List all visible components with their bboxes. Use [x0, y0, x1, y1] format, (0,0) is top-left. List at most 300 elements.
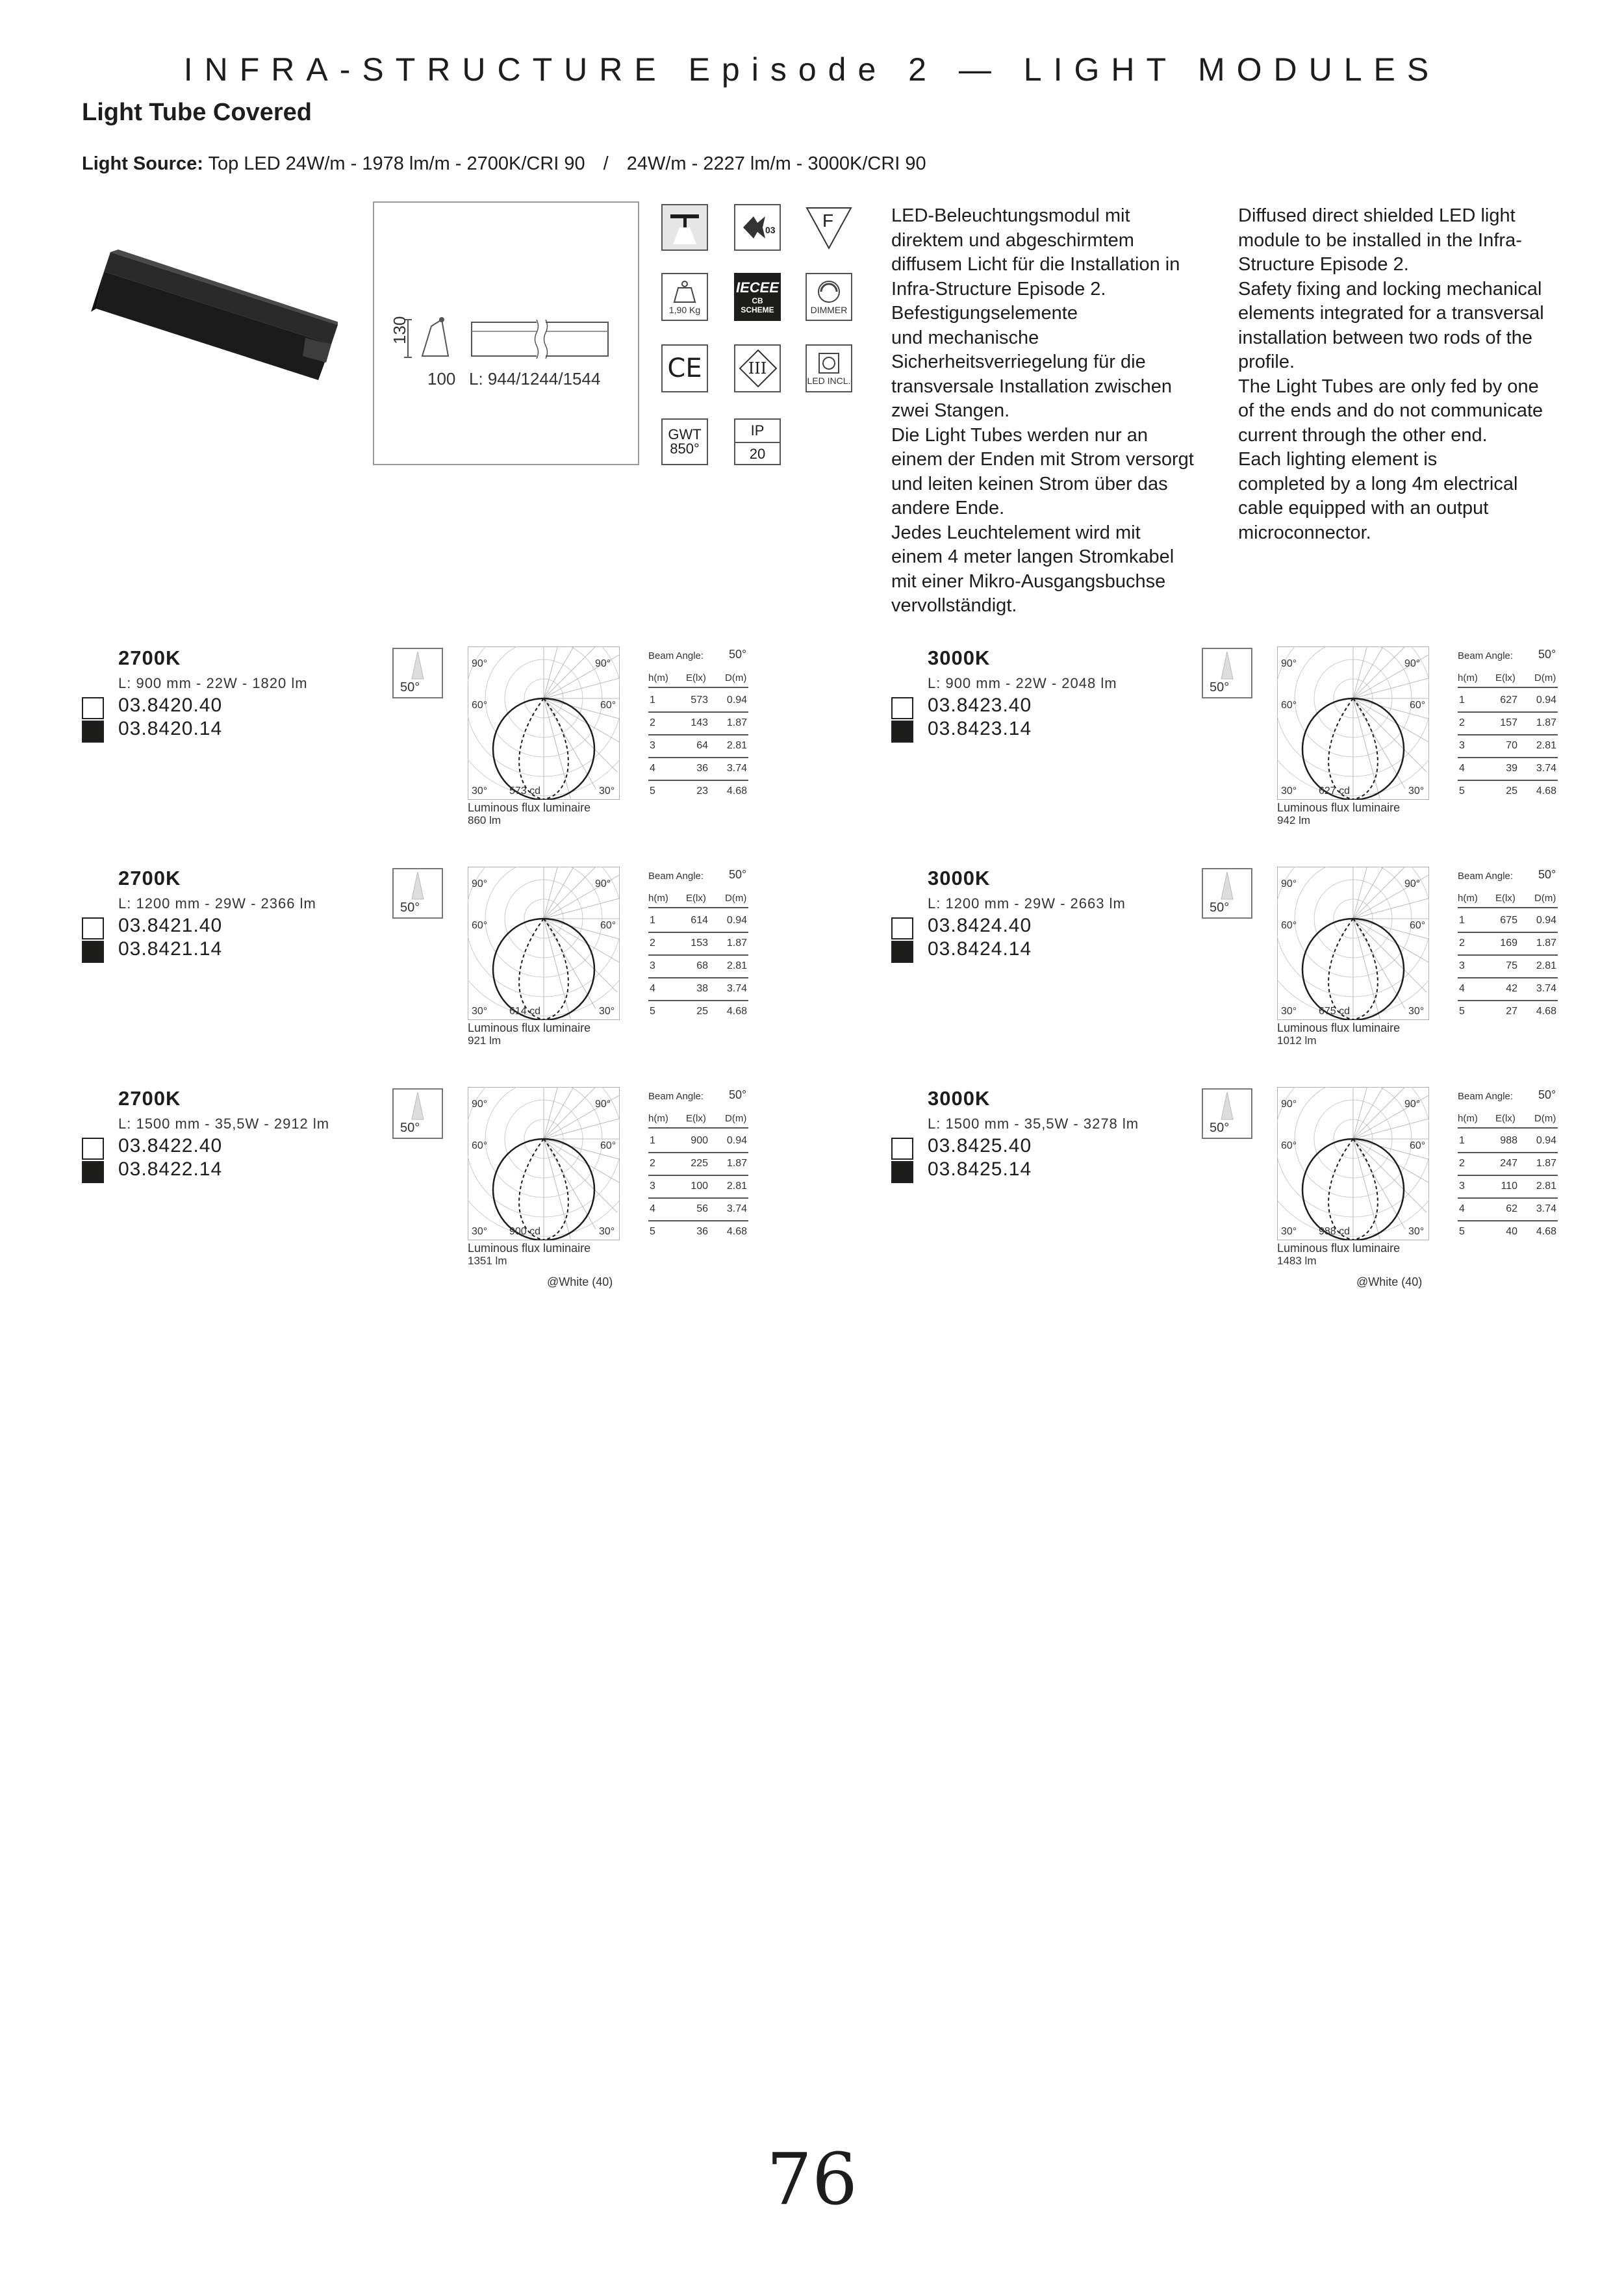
row-illuminance: 75: [1506, 960, 1517, 971]
col-header-illuminance: E(lx): [1495, 1113, 1516, 1124]
beam-angle-value: 50°: [729, 1088, 747, 1101]
iecee-mid: CB: [752, 296, 763, 305]
row-height: 1: [650, 695, 655, 706]
row-height: 2: [1459, 938, 1465, 949]
polar-label-90-right: 90°: [595, 658, 611, 669]
row-illuminance: 153: [691, 938, 708, 949]
dim-height: 130: [390, 316, 409, 344]
col-header-illuminance: E(lx): [1495, 672, 1516, 683]
col-header-illuminance: E(lx): [686, 1113, 706, 1124]
row-height: 2: [650, 1158, 655, 1169]
white-finish-swatch: [82, 917, 104, 939]
product-code-black: 03.8422.14: [118, 1158, 223, 1180]
luminous-flux-label: Luminous flux luminaire: [468, 1021, 591, 1034]
variant-block: [891, 867, 1593, 1075]
variant-spec: L: 1500 mm - 35,5W - 3278 lm: [928, 1116, 1139, 1132]
col-header-diameter: D(m): [725, 1113, 747, 1124]
row-illuminance: 40: [1506, 1226, 1517, 1237]
polar-label-30-right: 30°: [599, 1226, 615, 1237]
row-diameter: 0.94: [726, 695, 747, 706]
beam-icon-angle: 50°: [1210, 1121, 1230, 1135]
white-finish-swatch: [891, 1138, 913, 1160]
polar-label-60-right: 60°: [1410, 1140, 1426, 1151]
polar-label-90-right: 90°: [1404, 658, 1421, 669]
beam-angle-label: Beam Angle:: [648, 650, 704, 661]
illuminance-table: [648, 868, 752, 1024]
row-height: 1: [1459, 1135, 1465, 1146]
color-temp-title: 3000K: [928, 646, 991, 669]
ip-rating-badge: [734, 418, 781, 465]
row-diameter: 2.81: [726, 740, 747, 751]
row-illuminance: 225: [691, 1158, 708, 1169]
gwt-value: 850°: [670, 441, 700, 457]
col-header-height: h(m): [1458, 893, 1478, 904]
luminous-flux-label: Luminous flux luminaire: [468, 801, 591, 814]
description-en-line: The Light Tubes are only fed by one: [1238, 376, 1539, 397]
polar-label-60-left: 60°: [1281, 920, 1297, 931]
row-diameter: 0.94: [1536, 915, 1556, 926]
white-finish-swatch: [891, 697, 913, 719]
row-diameter: 1.87: [1536, 1158, 1556, 1169]
page-number: 76: [767, 2138, 857, 2221]
row-diameter: 0.94: [726, 915, 747, 926]
row-illuminance: 110: [1501, 1181, 1517, 1192]
row-diameter: 3.74: [726, 763, 747, 774]
polar-label-90-left: 90°: [1281, 878, 1297, 889]
variant-spec: L: 1200 mm - 29W - 2366 lm: [118, 895, 316, 912]
product-code-white: 03.8421.40: [118, 915, 223, 936]
luminous-flux-label: Luminous flux luminaire: [1277, 1021, 1401, 1034]
col-header-diameter: D(m): [1534, 893, 1556, 904]
row-illuminance: 573: [691, 695, 708, 706]
row-illuminance: 27: [1506, 1006, 1517, 1017]
row-height: 5: [650, 786, 655, 797]
description-de-line: zwei Stangen.: [891, 400, 1010, 421]
ip-label: IP: [735, 420, 780, 443]
polar-label-30-left: 30°: [472, 1006, 488, 1017]
color-temp-title: 2700K: [118, 867, 181, 889]
col-header-height: h(m): [1458, 1113, 1478, 1124]
color-temp-title: 2700K: [118, 646, 181, 669]
black-finish-swatch: [82, 1161, 104, 1183]
row-illuminance: 70: [1506, 740, 1517, 751]
variant-spec: L: 1200 mm - 29W - 2663 lm: [928, 895, 1126, 912]
f-mark-letter: F: [822, 211, 834, 231]
weight-icon: [661, 273, 708, 321]
polar-label-60-right: 60°: [600, 700, 616, 711]
polar-label-90-right: 90°: [1404, 878, 1421, 889]
row-height: 5: [1459, 1226, 1465, 1237]
row-illuminance: 56: [696, 1203, 708, 1214]
col-header-height: h(m): [648, 1113, 668, 1124]
row-illuminance: 627: [1500, 695, 1517, 706]
polar-candela: 900 cd: [509, 1226, 541, 1237]
description-en-line: cable equipped with an output: [1238, 498, 1489, 518]
luminous-flux-value: 860 lm: [468, 814, 501, 826]
row-illuminance: 143: [691, 717, 708, 728]
description-en-line: profile.: [1238, 351, 1295, 372]
row-diameter: 3.74: [726, 983, 747, 994]
description-de-line: einem der Enden mit Strom versorgt: [891, 449, 1194, 470]
white-finish-note: @White (40): [1356, 1275, 1423, 1288]
description-de-line: und mechanische: [891, 327, 1039, 348]
row-illuminance: 100: [691, 1181, 708, 1192]
row-illuminance: 614: [691, 915, 708, 926]
description-de-line: Die Light Tubes werden nur an: [891, 424, 1148, 446]
color-temp-title: 3000K: [928, 867, 991, 889]
polar-candela: 675 cd: [1319, 1006, 1351, 1017]
luminous-flux-value: 1483 lm: [1277, 1255, 1317, 1267]
polar-label-90-left: 90°: [472, 878, 488, 889]
row-diameter: 1.87: [726, 717, 747, 728]
ceiling-mount-icon: [661, 204, 708, 251]
beam-angle-label: Beam Angle:: [1458, 1091, 1514, 1102]
row-height: 4: [650, 763, 655, 774]
row-diameter: 3.74: [1536, 983, 1556, 994]
row-height: 3: [1459, 1181, 1465, 1192]
polar-label-60-right: 60°: [600, 920, 616, 931]
row-illuminance: 39: [1506, 763, 1517, 774]
polar-label-30-right: 30°: [1408, 786, 1425, 797]
class-iii-icon: [734, 344, 781, 392]
polar-candela: 988 cd: [1319, 1226, 1351, 1237]
description-en-line: Diffused direct shielded LED light: [1238, 205, 1516, 226]
black-finish-swatch: [891, 941, 913, 963]
dimmer-icon: [806, 273, 852, 321]
light-source-line: [82, 153, 926, 175]
light-source-spec-3000: 24W/m - 2227 lm/m - 3000K/CRI 90: [626, 153, 926, 174]
col-header-height: h(m): [1458, 672, 1478, 683]
row-diameter: 4.68: [726, 786, 747, 797]
row-height: 2: [1459, 717, 1465, 728]
description-en-line: elements integrated for a transversal: [1238, 303, 1544, 324]
row-illuminance: 36: [696, 1226, 708, 1237]
illuminance-table: [1458, 1088, 1562, 1244]
class-iii-label: III: [748, 359, 767, 377]
description-en-line: Structure Episode 2.: [1238, 254, 1409, 275]
product-code-black: 03.8425.14: [928, 1158, 1032, 1180]
product-code-white: 03.8422.40: [118, 1135, 223, 1156]
polar-label-30-left: 30°: [1281, 1226, 1297, 1237]
description-de-line: Infra-Structure Episode 2.: [891, 278, 1106, 300]
row-height: 1: [650, 915, 655, 926]
polar-label-30-left: 30°: [1281, 1006, 1297, 1017]
row-illuminance: 68: [696, 960, 708, 971]
page-header-title: INFRA-STRUCTURE Episode 2 — LIGHT MODULES: [183, 51, 1441, 88]
ip-value: 20: [749, 446, 766, 462]
row-illuminance: 38: [696, 983, 708, 994]
white-finish-note: @White (40): [547, 1275, 613, 1288]
col-header-illuminance: E(lx): [686, 672, 706, 683]
polar-label-30-right: 30°: [1408, 1006, 1425, 1017]
dimmer-label: DIMMER: [810, 305, 848, 315]
description-en-line: microconnector.: [1238, 522, 1371, 543]
row-height: 3: [650, 740, 655, 751]
row-diameter: 0.94: [1536, 1135, 1556, 1146]
row-diameter: 4.68: [726, 1006, 747, 1017]
row-illuminance: 62: [1506, 1203, 1517, 1214]
row-height: 2: [1459, 1158, 1465, 1169]
led-included-icon: [806, 344, 852, 392]
luminous-flux-value: 921 lm: [468, 1034, 501, 1047]
beam-icon-angle: 50°: [400, 901, 420, 915]
row-height: 4: [650, 983, 655, 994]
row-illuminance: 23: [696, 786, 708, 797]
row-illuminance: 42: [1506, 983, 1517, 994]
enec-number: 03: [765, 225, 776, 235]
description-de-line: Jedes Leuchtelement wird mit: [891, 522, 1141, 543]
row-diameter: 3.74: [1536, 763, 1556, 774]
beam-angle-value: 50°: [729, 648, 747, 661]
description-de-line: direktem und abgeschirmtem: [891, 229, 1134, 251]
col-header-diameter: D(m): [725, 893, 747, 904]
description-en-line: module to be installed in the Infra-: [1238, 229, 1522, 251]
light-source-separator: /: [603, 153, 609, 174]
row-diameter: 0.94: [726, 1135, 747, 1146]
product-code-white: 03.8424.40: [928, 915, 1032, 936]
description-en-line: current through the other end.: [1238, 424, 1488, 446]
black-finish-swatch: [891, 1161, 913, 1183]
dim-width: 100: [427, 369, 456, 389]
product-image: [84, 247, 338, 383]
col-header-height: h(m): [648, 672, 668, 683]
variant-block: [82, 646, 783, 854]
polar-label-60-right: 60°: [600, 1140, 616, 1151]
row-illuminance: 25: [1506, 786, 1517, 797]
beam-icon-angle: 50°: [400, 1121, 420, 1135]
row-diameter: 2.81: [726, 1181, 747, 1192]
luminous-flux-value: 1012 lm: [1277, 1034, 1317, 1047]
row-illuminance: 675: [1500, 915, 1517, 926]
row-illuminance: 157: [1500, 717, 1517, 728]
row-height: 5: [1459, 786, 1465, 797]
polar-label-90-left: 90°: [1281, 658, 1297, 669]
row-diameter: 4.68: [726, 1226, 747, 1237]
polar-label-30-right: 30°: [599, 1006, 615, 1017]
polar-candela: 627 cd: [1319, 786, 1351, 797]
description-de-line: LED-Beleuchtungsmodul mit: [891, 205, 1130, 226]
polar-label-30-right: 30°: [599, 786, 615, 797]
beam-icon-angle: 50°: [1210, 901, 1230, 915]
row-illuminance: 64: [696, 740, 708, 751]
enec-icon: [734, 204, 781, 251]
col-header-diameter: D(m): [1534, 1113, 1556, 1124]
row-illuminance: 25: [696, 1006, 708, 1017]
luminous-flux-value: 1351 lm: [468, 1255, 507, 1267]
polar-candela: 573 cd: [509, 786, 541, 797]
product-code-black: 03.8424.14: [928, 938, 1032, 960]
row-diameter: 1.87: [1536, 717, 1556, 728]
description-en-line: completed by a long 4m electrical: [1238, 473, 1518, 494]
row-diameter: 2.81: [1536, 740, 1556, 751]
row-height: 3: [650, 1181, 655, 1192]
row-diameter: 4.68: [1536, 1226, 1556, 1237]
row-height: 5: [1459, 1006, 1465, 1017]
description-de-line: diffusem Licht für die Installation in: [891, 254, 1180, 275]
iecee-cb-icon: [734, 273, 781, 321]
row-diameter: 3.74: [1536, 1203, 1556, 1214]
product-code-white: 03.8420.40: [118, 695, 223, 716]
variant-spec: L: 900 mm - 22W - 1820 lm: [118, 675, 308, 691]
black-finish-swatch: [82, 941, 104, 963]
product-code-white: 03.8425.40: [928, 1135, 1032, 1156]
polar-label-30-left: 30°: [472, 1226, 488, 1237]
row-height: 4: [1459, 763, 1465, 774]
row-diameter: 1.87: [726, 938, 747, 949]
white-finish-swatch: [82, 1138, 104, 1160]
row-height: 5: [650, 1226, 655, 1237]
row-diameter: 0.94: [1536, 695, 1556, 706]
row-height: 1: [1459, 915, 1465, 926]
description-de-line: Befestigungselemente: [891, 303, 1078, 324]
product-code-black: 03.8421.14: [118, 938, 223, 960]
description-de-line: Sicherheitsverriegelung für die: [891, 351, 1146, 372]
description-en-line: installation between two rods of the: [1238, 327, 1532, 348]
polar-candela: 614 cd: [509, 1006, 541, 1017]
beam-icon-angle: 50°: [1210, 680, 1230, 695]
row-illuminance: 900: [691, 1135, 708, 1146]
luminous-flux-value: 942 lm: [1277, 814, 1311, 826]
polar-label-60-left: 60°: [472, 1140, 488, 1151]
iecee-top: IECEE: [735, 279, 780, 296]
polar-label-60-left: 60°: [472, 700, 488, 711]
description-de-line: andere Ende.: [891, 498, 1005, 518]
row-diameter: 1.87: [1536, 938, 1556, 949]
black-finish-swatch: [891, 721, 913, 743]
description-en-line: Each lighting element is: [1238, 449, 1438, 470]
led-included-label: LED INCL.: [807, 376, 851, 386]
illuminance-table: [1458, 868, 1562, 1024]
color-temp-title: 3000K: [928, 1087, 991, 1110]
beam-angle-value: 50°: [729, 868, 747, 881]
dim-lengths: L: 944/1244/1544: [469, 369, 601, 389]
beam-angle-value: 50°: [1538, 868, 1556, 881]
description-de-line: vervollständigt.: [891, 595, 1017, 616]
row-diameter: 2.81: [1536, 960, 1556, 971]
beam-angle-value: 50°: [1538, 1088, 1556, 1101]
variant-spec: L: 900 mm - 22W - 2048 lm: [928, 675, 1117, 691]
dimension-diagram: [374, 203, 638, 464]
row-diameter: 1.87: [726, 1158, 747, 1169]
row-diameter: 4.68: [1536, 1006, 1556, 1017]
description-de-line: einem 4 meter langen Stromkabel: [891, 546, 1174, 567]
polar-label-60-right: 60°: [1410, 700, 1426, 711]
row-height: 4: [1459, 1203, 1465, 1214]
product-title: Light Tube Covered: [82, 99, 312, 126]
light-source-label: Light Source:: [82, 153, 203, 174]
polar-label-30-left: 30°: [472, 786, 488, 797]
row-height: 4: [650, 1203, 655, 1214]
beam-angle-label: Beam Angle:: [648, 871, 704, 882]
row-height: 1: [650, 1135, 655, 1146]
polar-label-90-right: 90°: [1404, 1099, 1421, 1110]
polar-label-60-left: 60°: [472, 920, 488, 931]
col-header-illuminance: E(lx): [1495, 893, 1516, 904]
iecee-bottom: SCHEME: [741, 305, 774, 314]
row-height: 2: [650, 938, 655, 949]
light-source-spec-2700: Top LED 24W/m - 1978 lm/m - 2700K/CRI 90: [208, 153, 585, 174]
description-de-line: mit einer Mikro-Ausgangsbuchse: [891, 570, 1166, 592]
beam-angle-value: 50°: [1538, 648, 1556, 661]
illuminance-table: [648, 1088, 752, 1244]
white-finish-swatch: [82, 697, 104, 719]
polar-label-60-left: 60°: [1281, 700, 1297, 711]
description-de-line: und leiten keinen Strom über das: [891, 473, 1168, 494]
row-height: 5: [650, 1006, 655, 1017]
variant-spec: L: 1500 mm - 35,5W - 2912 lm: [118, 1116, 330, 1132]
polar-label-60-left: 60°: [1281, 1140, 1297, 1151]
row-illuminance: 169: [1500, 938, 1517, 949]
row-height: 2: [650, 717, 655, 728]
row-height: 3: [1459, 960, 1465, 971]
product-code-black: 03.8423.14: [928, 718, 1032, 739]
row-illuminance: 988: [1500, 1135, 1517, 1146]
description-en-line: Safety fixing and locking mechanical: [1238, 278, 1542, 300]
row-diameter: 4.68: [1536, 786, 1556, 797]
description-german: [891, 204, 1194, 619]
polar-label-90-left: 90°: [1281, 1099, 1297, 1110]
polar-label-90-right: 90°: [595, 878, 611, 889]
beam-angle-label: Beam Angle:: [1458, 650, 1514, 661]
luminous-flux-label: Luminous flux luminaire: [1277, 801, 1401, 814]
black-finish-swatch: [82, 721, 104, 743]
beam-icon-angle: 50°: [400, 680, 420, 695]
row-height: 3: [1459, 740, 1465, 751]
polar-label-30-left: 30°: [1281, 786, 1297, 797]
luminous-flux-label: Luminous flux luminaire: [1277, 1242, 1401, 1255]
row-illuminance: 36: [696, 763, 708, 774]
beam-angle-label: Beam Angle:: [1458, 871, 1514, 882]
row-height: 4: [1459, 983, 1465, 994]
white-finish-swatch: [891, 917, 913, 939]
gwt-label: GWT: [668, 426, 702, 442]
beam-angle-label: Beam Angle:: [648, 1091, 704, 1102]
weight-label: 1,90 Kg: [668, 305, 701, 315]
row-diameter: 2.81: [1536, 1181, 1556, 1192]
product-code-black: 03.8420.14: [118, 718, 223, 739]
ce-icon: [661, 344, 708, 392]
dimension-drawing: [373, 201, 639, 465]
variant-block: [82, 1087, 783, 1295]
polar-label-90-left: 90°: [472, 1099, 488, 1110]
glow-wire-test-badge: [661, 418, 708, 465]
col-header-diameter: D(m): [1534, 672, 1556, 683]
polar-label-30-right: 30°: [1408, 1226, 1425, 1237]
polar-label-90-left: 90°: [472, 658, 488, 669]
row-diameter: 2.81: [726, 960, 747, 971]
description-english: [1238, 204, 1544, 545]
ce-label: CE: [667, 353, 702, 383]
color-temp-title: 2700K: [118, 1087, 181, 1110]
variant-block: [82, 867, 783, 1075]
col-header-height: h(m): [648, 893, 668, 904]
f-mark-icon: [806, 207, 852, 249]
col-header-illuminance: E(lx): [686, 893, 706, 904]
description-en-line: of the ends and do not communicate: [1238, 400, 1543, 421]
col-header-diameter: D(m): [725, 672, 747, 683]
description-de-line: transversale Installation zwischen: [891, 376, 1172, 397]
variant-block: [891, 1087, 1593, 1295]
illuminance-table: [648, 648, 752, 804]
row-height: 3: [650, 960, 655, 971]
illuminance-table: [1458, 648, 1562, 804]
product-code-white: 03.8423.40: [928, 695, 1032, 716]
luminous-flux-label: Luminous flux luminaire: [468, 1242, 591, 1255]
row-height: 1: [1459, 695, 1465, 706]
polar-label-60-right: 60°: [1410, 920, 1426, 931]
row-diameter: 3.74: [726, 1203, 747, 1214]
variant-block: [891, 646, 1593, 854]
